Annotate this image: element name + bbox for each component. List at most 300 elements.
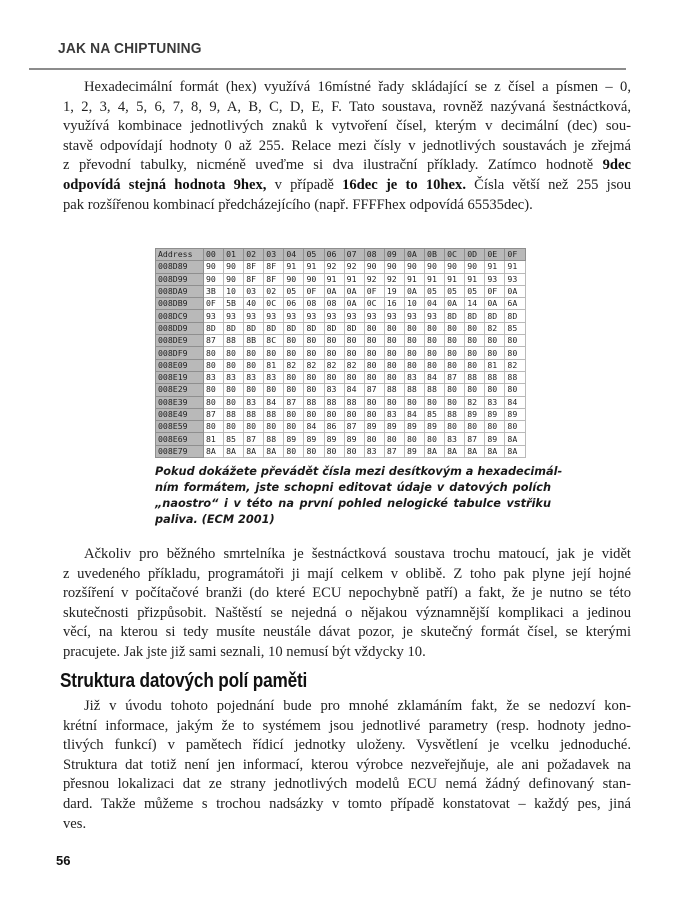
hex-cell: 80	[284, 408, 304, 420]
text-line	[63, 176, 631, 196]
hex-cell: 80	[465, 335, 485, 347]
text-line: využívá kombinace jednotlivých znaků k vytvoření čísel, kterým v decimální (dec) sou-	[63, 118, 631, 135]
hex-cell: 03	[244, 285, 264, 297]
hex-cell: 8D	[324, 322, 344, 334]
hex-cell: 88	[244, 408, 264, 420]
hex-cell: 84	[344, 384, 364, 396]
hex-cell: 88	[304, 396, 324, 408]
hex-cell: 80	[404, 433, 424, 445]
text-line: skutečnosti přizpůsobit. Naštěstí se nejedná o nějakou významnější komplikaci a jedinou	[63, 604, 631, 621]
hex-cell: 0A	[445, 298, 465, 310]
text-line: pracujete. Jak jste již sami seznali, 10 nemusí být vždycky 10.	[63, 643, 426, 660]
hex-cell: 80	[445, 322, 465, 334]
hex-cell: 8D	[485, 310, 505, 322]
hex-cell: 84	[264, 396, 284, 408]
caption-line: Pokud dokážete převádět čísla mezi desítkovým a hexadecimál-	[155, 465, 563, 478]
hex-cell: 08	[324, 298, 344, 310]
hex-cell: 90	[425, 261, 445, 273]
hex-cell: 05	[465, 285, 485, 297]
hex-cell: 80	[344, 445, 364, 457]
hex-cell: 80	[505, 421, 525, 433]
hex-cell: 80	[445, 421, 465, 433]
hex-cell: 82	[304, 359, 324, 371]
row-address: 008DA9	[156, 285, 204, 297]
hex-cell: 83	[244, 396, 264, 408]
hex-cell: 89	[344, 433, 364, 445]
hex-cell: 80	[425, 359, 445, 371]
hex-cell: 8B	[244, 335, 264, 347]
row-address: 008DF9	[156, 347, 204, 359]
hex-cell: 90	[465, 261, 485, 273]
hex-cell: 89	[284, 433, 304, 445]
hex-cell: 80	[284, 421, 304, 433]
text-line: tlivých funkcí) v pamětech řídicí jednotky uloženy. Vysvětlení je vcelku jednoduché.	[63, 737, 631, 754]
hex-cell: 80	[224, 396, 244, 408]
hex-cell: 8D	[244, 322, 264, 334]
hex-cell: 80	[364, 347, 384, 359]
hex-cell: 80	[465, 347, 485, 359]
hex-cell: 80	[324, 408, 344, 420]
hex-cell: 88	[445, 408, 465, 420]
row-address: 008DB9	[156, 298, 204, 310]
hex-cell: 91	[404, 273, 424, 285]
hex-cell: 80	[304, 335, 324, 347]
hex-cell: 80	[264, 421, 284, 433]
hex-cell: 87	[445, 371, 465, 383]
hex-cell: 0F	[485, 285, 505, 297]
running-head: JAK NA CHIPTUNING	[58, 40, 202, 57]
hex-cell: 8A	[505, 445, 525, 457]
hex-cell: 08	[304, 298, 324, 310]
hex-cell: 80	[284, 371, 304, 383]
hex-cell: 8F	[244, 261, 264, 273]
hex-cell: 80	[425, 335, 445, 347]
hex-cell: 93	[384, 310, 404, 322]
column-header: 0D	[465, 249, 485, 261]
row-address: 008D89	[156, 261, 204, 273]
page-number: 56	[56, 853, 71, 868]
table-row	[156, 396, 526, 408]
hex-cell: 80	[304, 371, 324, 383]
hex-cell: 89	[304, 433, 324, 445]
hex-cell: 8D	[445, 310, 465, 322]
table-row	[156, 285, 526, 297]
hex-cell: 80	[384, 347, 404, 359]
hex-cell: 8D	[304, 322, 324, 334]
hex-cell: 80	[204, 359, 224, 371]
hex-cell: 92	[384, 273, 404, 285]
hex-cell: 80	[344, 408, 364, 420]
hex-cell: 83	[445, 433, 465, 445]
header-rule	[29, 68, 626, 70]
hex-cell: 90	[224, 261, 244, 273]
text-line: ves.	[63, 815, 87, 832]
hex-cell: 90	[304, 273, 324, 285]
hex-cell: 6A	[505, 298, 525, 310]
hex-cell: 80	[485, 421, 505, 433]
row-address: 008E09	[156, 359, 204, 371]
hex-cell: 80	[404, 359, 424, 371]
hex-cell: 80	[404, 396, 424, 408]
hex-cell: 91	[505, 261, 525, 273]
hex-cell: 82	[324, 359, 344, 371]
row-address: 008E29	[156, 384, 204, 396]
column-header: 02	[244, 249, 264, 261]
hex-cell: 10	[224, 285, 244, 297]
text-line: krétní informace, jakým že to systémem jsou jednotlivé parametry (resp. hodnoty jedno-	[63, 717, 631, 734]
hex-cell: 80	[364, 396, 384, 408]
caption-line: ním formátem, jste schopni editovat údaje v datových polích	[155, 481, 551, 494]
hex-cell: 80	[445, 335, 465, 347]
hex-cell: 93	[264, 310, 284, 322]
hex-cell: 83	[204, 371, 224, 383]
hex-cell: 93	[404, 310, 424, 322]
hex-cell: 88	[264, 433, 284, 445]
hex-cell: 80	[244, 359, 264, 371]
hex-cell: 82	[284, 359, 304, 371]
hex-cell: 80	[364, 335, 384, 347]
hex-cell: 93	[344, 310, 364, 322]
hex-cell: 89	[465, 408, 485, 420]
caption-line: paliva. (ECM 2001)	[155, 513, 275, 526]
hex-cell: 88	[264, 408, 284, 420]
hex-cell: 80	[244, 421, 264, 433]
hex-cell: 82	[485, 322, 505, 334]
hex-cell: 80	[364, 371, 384, 383]
text-line: stavě odpovídají hodnoty 0 až 255. Relace mezi čísly v jednotlivých soustavách je zřejmá	[63, 137, 631, 154]
hex-cell: 04	[425, 298, 445, 310]
hex-cell: 80	[264, 384, 284, 396]
section-paragraph	[63, 697, 631, 834]
hex-cell: 8A	[204, 445, 224, 457]
hex-cell: 91	[445, 273, 465, 285]
hex-cell: 87	[244, 433, 264, 445]
hex-cell: 87	[344, 421, 364, 433]
hex-cell: 90	[204, 273, 224, 285]
column-header: 00	[204, 249, 224, 261]
hex-cell: 82	[344, 359, 364, 371]
hex-cell: 91	[485, 261, 505, 273]
hex-cell: 93	[505, 273, 525, 285]
hex-cell: 91	[344, 273, 364, 285]
text-run: Čísla větší než 255 jsou	[465, 176, 631, 193]
table-row	[156, 298, 526, 310]
hex-cell: 91	[324, 273, 344, 285]
hex-cell: 80	[404, 322, 424, 334]
hex-cell: 87	[465, 433, 485, 445]
bold-run: odpovídá stejná hodnota 9hex,	[63, 176, 267, 193]
hex-cell: 80	[485, 335, 505, 347]
hex-cell: 80	[344, 371, 364, 383]
hex-cell: 06	[284, 298, 304, 310]
hex-cell: 80	[445, 347, 465, 359]
hex-cell: 91	[425, 273, 445, 285]
hex-cell: 19	[384, 285, 404, 297]
hex-cell: 80	[364, 433, 384, 445]
hex-cell: 90	[224, 273, 244, 285]
hex-cell: 80	[404, 335, 424, 347]
hex-cell: 80	[204, 384, 224, 396]
hex-cell: 86	[324, 421, 344, 433]
hex-cell: 02	[264, 285, 284, 297]
hex-cell: 80	[384, 335, 404, 347]
hex-cell: 8D	[465, 310, 485, 322]
text-line: rozšíření v počítačové branži (do které ECU nepochybně patří) a fakt, že je nutno se této	[63, 585, 631, 602]
hex-cell: 84	[404, 408, 424, 420]
text-line: Hexadecimální formát (hex) využívá 16místné řady skládající se z čísel a písmen – 0,	[84, 79, 631, 95]
hex-cell: 92	[344, 261, 364, 273]
hex-cell: 80	[324, 445, 344, 457]
hex-cell: 80	[425, 396, 445, 408]
hex-cell: 87	[204, 408, 224, 420]
column-header: 06	[324, 249, 344, 261]
bold-run: 16dec je to 10hex.	[342, 176, 466, 193]
table-row	[156, 335, 526, 347]
hex-cell: 80	[364, 322, 384, 334]
hex-cell: 14	[465, 298, 485, 310]
hex-cell: 89	[485, 433, 505, 445]
text-line: Již v úvodu tohoto pojednání bude pro mnohé zklamáním fakt, že se nedozví kon-	[84, 698, 631, 714]
hex-cell: 80	[304, 384, 324, 396]
hex-cell: 8A	[224, 445, 244, 457]
column-header: 08	[364, 249, 384, 261]
hex-cell: 8C	[264, 335, 284, 347]
text-run: v případě	[266, 176, 343, 193]
hex-cell: 8A	[425, 445, 445, 457]
column-header: 05	[304, 249, 324, 261]
hex-cell: 90	[404, 261, 424, 273]
hex-cell: 8D	[264, 322, 284, 334]
hex-cell: 80	[485, 347, 505, 359]
row-address: 008DC9	[156, 310, 204, 322]
table-row	[156, 408, 526, 420]
table-row	[156, 445, 526, 457]
hex-cell: 16	[384, 298, 404, 310]
hex-cell: 90	[364, 261, 384, 273]
hex-cell: 8F	[264, 261, 284, 273]
table-row	[156, 433, 526, 445]
hex-cell: 80	[324, 335, 344, 347]
text-run: z převodní tabulky, nicméně uveďme si dva ilustrační příklady. Zatímco hodnotě	[63, 157, 603, 174]
hex-cell: 0A	[505, 285, 525, 297]
text-line: z uvedeného příkladu, programátoři ji mají celkem v oblibě. Z toho pak plyne její hojné	[63, 565, 631, 582]
section-heading: Struktura datových polí paměti	[60, 670, 308, 692]
hex-cell: 83	[364, 445, 384, 457]
table-row	[156, 384, 526, 396]
hex-cell: 80	[324, 347, 344, 359]
text-line: věcí, na kterou si tedy musíte neustále dávat pozor, je skutečný formát čísel, se kterými	[63, 624, 631, 641]
hex-cell: 80	[384, 322, 404, 334]
table-row	[156, 421, 526, 433]
hex-cell: 0C	[264, 298, 284, 310]
column-header: 01	[224, 249, 244, 261]
hex-cell: 93	[204, 310, 224, 322]
hex-cell: 5B	[224, 298, 244, 310]
hex-cell: 89	[485, 408, 505, 420]
hex-cell: 81	[204, 433, 224, 445]
row-address: 008D99	[156, 273, 204, 285]
hex-cell: 88	[224, 335, 244, 347]
figure-caption	[155, 464, 563, 528]
hex-cell: 89	[364, 421, 384, 433]
hex-cell: 91	[465, 273, 485, 285]
hex-cell: 10	[404, 298, 424, 310]
hex-cell: 80	[505, 335, 525, 347]
hex-cell: 40	[244, 298, 264, 310]
hex-cell: 80	[244, 347, 264, 359]
hex-cell: 80	[364, 408, 384, 420]
hex-cell: 80	[425, 347, 445, 359]
hex-cell: 93	[485, 273, 505, 285]
column-header-address: Address	[156, 249, 204, 261]
hex-cell: 0F	[304, 285, 324, 297]
hex-cell: 80	[284, 384, 304, 396]
second-paragraph	[63, 545, 631, 663]
hex-cell: 8A	[445, 445, 465, 457]
row-address: 008E79	[156, 445, 204, 457]
hex-cell: 80	[485, 384, 505, 396]
column-header: 0F	[505, 249, 525, 261]
hex-cell: 87	[364, 384, 384, 396]
table-row	[156, 359, 526, 371]
hex-cell: 0F	[364, 285, 384, 297]
hex-cell: 80	[425, 433, 445, 445]
hex-cell: 80	[445, 359, 465, 371]
hex-table-header-row	[156, 249, 526, 261]
row-address: 008E49	[156, 408, 204, 420]
hex-cell: 83	[224, 371, 244, 383]
hex-cell: 90	[284, 273, 304, 285]
row-address: 008DE9	[156, 335, 204, 347]
hex-cell: 8A	[244, 445, 264, 457]
hex-cell: 80	[425, 322, 445, 334]
hex-cell: 91	[284, 261, 304, 273]
hex-cell: 80	[224, 359, 244, 371]
row-address: 008E69	[156, 433, 204, 445]
column-header: 07	[344, 249, 364, 261]
hex-cell: 80	[244, 384, 264, 396]
hex-cell: 80	[224, 347, 244, 359]
hex-cell: 8D	[224, 322, 244, 334]
hex-cell: 0A	[404, 285, 424, 297]
hex-cell: 92	[324, 261, 344, 273]
hex-cell: 8D	[204, 322, 224, 334]
hex-cell: 89	[425, 421, 445, 433]
hex-cell: 88	[465, 371, 485, 383]
hex-cell: 0F	[204, 298, 224, 310]
caption-line: „naostro“ i v této na první pohled nelogické tabulce vstřiku	[155, 497, 551, 510]
column-header: 03	[264, 249, 284, 261]
hex-cell: 0A	[344, 285, 364, 297]
hex-cell: 81	[485, 359, 505, 371]
column-header: 09	[384, 249, 404, 261]
hex-cell: 80	[204, 396, 224, 408]
hex-cell: 88	[485, 371, 505, 383]
hex-cell: 82	[505, 359, 525, 371]
hex-cell: 93	[304, 310, 324, 322]
hex-cell: 80	[465, 322, 485, 334]
hex-cell: 90	[445, 261, 465, 273]
hex-cell: 85	[425, 408, 445, 420]
hex-cell: 83	[324, 384, 344, 396]
hex-cell: 8D	[284, 322, 304, 334]
hex-cell: 88	[384, 384, 404, 396]
text-line: Ačkoliv pro běžného smrtelníka je šestnáctková soustava trochu matoucí, jak je vidět	[84, 546, 631, 562]
hex-cell: 85	[224, 433, 244, 445]
hex-cell: 80	[204, 421, 224, 433]
hex-cell: 89	[324, 433, 344, 445]
hex-cell: 80	[304, 445, 324, 457]
intro-paragraph	[63, 78, 631, 215]
hex-cell: 90	[384, 261, 404, 273]
hex-cell: 87	[204, 335, 224, 347]
bold-run: 9dec	[602, 157, 631, 174]
hex-cell: 80	[224, 421, 244, 433]
text-line: pak rozšířenou kombinací předcházejícího (např. FFFFhex odpovídá 65535dec).	[63, 196, 533, 213]
hex-cell: 87	[284, 396, 304, 408]
text-line: přesnou lokalizaci dat ze strany jednotlivých modelů ECU nemá žádný definovaný stan-	[63, 776, 631, 793]
hex-cell: 93	[224, 310, 244, 322]
hex-cell: 88	[324, 396, 344, 408]
hex-cell: 80	[465, 359, 485, 371]
hex-cell: 80	[364, 359, 384, 371]
hex-cell: 81	[264, 359, 284, 371]
hex-cell: 89	[505, 408, 525, 420]
hex-cell: 80	[384, 371, 404, 383]
hex-cell: 80	[384, 359, 404, 371]
column-header: 0E	[485, 249, 505, 261]
hex-cell: 80	[284, 347, 304, 359]
hex-cell: 0A	[485, 298, 505, 310]
hex-cell: 80	[324, 371, 344, 383]
hex-cell: 83	[264, 371, 284, 383]
hex-cell: 3B	[204, 285, 224, 297]
hex-cell: 92	[364, 273, 384, 285]
hex-cell: 80	[204, 347, 224, 359]
hex-cell: 88	[404, 384, 424, 396]
hex-cell: 80	[224, 384, 244, 396]
text-line: Struktura dat totiž není jen informací, kterou výrobce nezveřejňuje, ale ani požadavek na	[63, 756, 631, 773]
hex-cell: 80	[284, 445, 304, 457]
table-row	[156, 322, 526, 334]
hex-cell: 83	[244, 371, 264, 383]
hex-cell: 80	[505, 347, 525, 359]
hex-cell: 8F	[244, 273, 264, 285]
hex-table	[155, 248, 526, 458]
hex-cell: 0A	[344, 298, 364, 310]
hex-cell: 87	[384, 445, 404, 457]
hex-cell: 80	[344, 347, 364, 359]
hex-cell: 93	[324, 310, 344, 322]
hex-cell: 88	[505, 371, 525, 383]
hex-cell: 83	[404, 371, 424, 383]
hex-cell: 84	[304, 421, 324, 433]
row-address: 008DD9	[156, 322, 204, 334]
hex-cell: 93	[244, 310, 264, 322]
hex-cell: 8D	[505, 310, 525, 322]
table-row	[156, 273, 526, 285]
hex-cell: 80	[284, 335, 304, 347]
hex-cell: 88	[224, 408, 244, 420]
hex-cell: 89	[404, 445, 424, 457]
hex-cell: 84	[505, 396, 525, 408]
hex-cell: 8F	[264, 273, 284, 285]
hex-cell: 91	[304, 261, 324, 273]
hex-cell: 8A	[505, 433, 525, 445]
hex-cell: 05	[284, 285, 304, 297]
hex-cell: 93	[284, 310, 304, 322]
hex-cell: 80	[465, 384, 485, 396]
